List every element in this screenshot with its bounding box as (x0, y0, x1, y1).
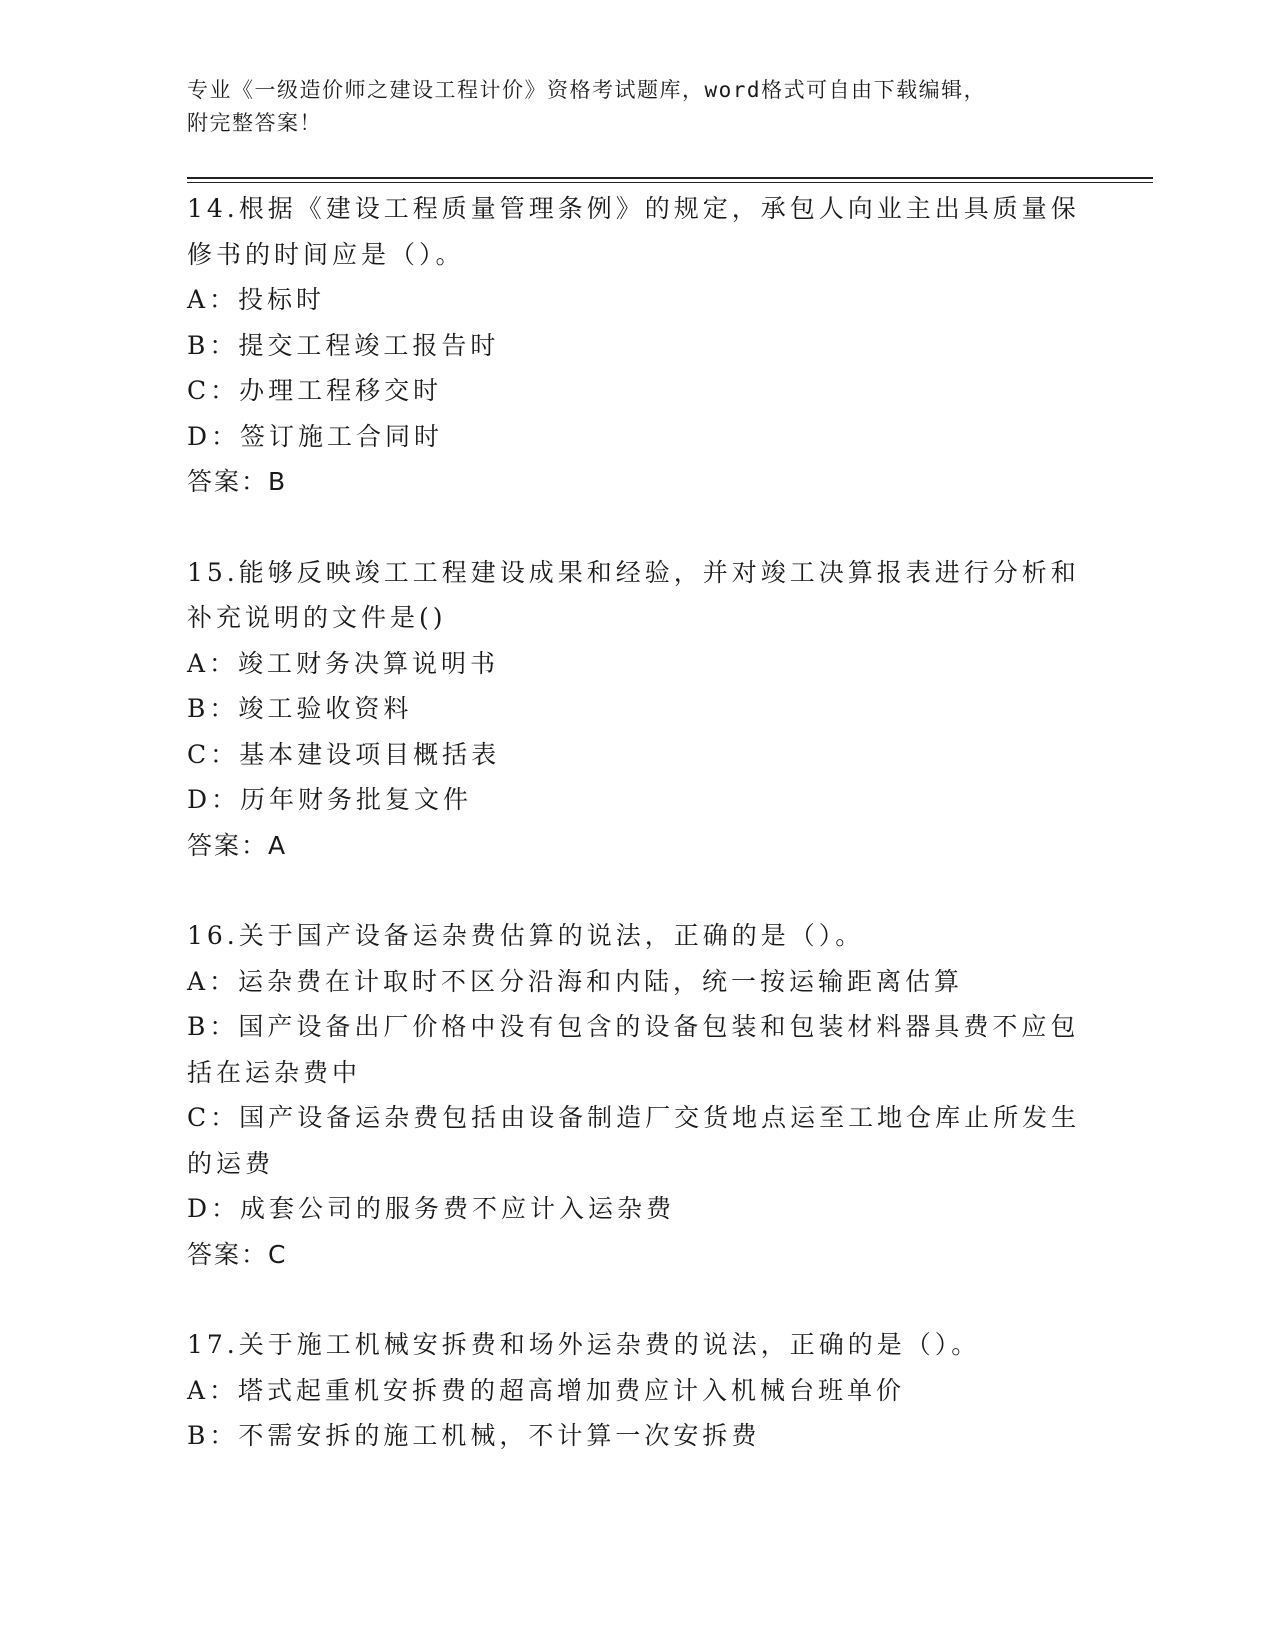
question-list (187, 186, 1087, 1504)
option-d: D：签订施工合同时 (187, 421, 444, 451)
option-a: A：塔式起重机安拆费的超高增加费应计入机械台班单价 (187, 1375, 906, 1405)
question-16 (187, 913, 1087, 1277)
option-b: B：竣工验收资料 (187, 694, 413, 723)
header-divider-top (187, 177, 1153, 179)
question-14 (187, 186, 1087, 505)
option-c: C：办理工程移交时 (187, 376, 443, 405)
header-divider-bottom (187, 182, 1153, 183)
header-line-1: 专业《一级造价师之建设工程计价》资格考试题库，word格式可自由下载编辑， (187, 78, 987, 102)
question-stem-line: 补充说明的文件是() (187, 603, 447, 632)
option-d: D：历年财务批复文件 (187, 785, 473, 814)
question-stem-line: 17.关于施工机械安拆费和场外运杂费的说法，正确的是（）。 (187, 1330, 981, 1359)
option-c-continued: 的运费 (187, 1148, 275, 1178)
question-15 (187, 550, 1087, 869)
option-b: B：国产设备出厂价格中没有包含的设备包装和包装材料器具费不应包 (187, 1012, 1080, 1041)
option-c: C：国产设备运杂费包括由设备制造厂交货地点运至工地仓库止所发生 (187, 1103, 1081, 1132)
question-17 (187, 1322, 1087, 1459)
option-b: B：提交工程竣工报告时 (187, 330, 500, 360)
option-a: A：竣工财务决算说明书 (187, 648, 500, 678)
question-stem-line: 修书的时间应是（）。 (187, 239, 465, 269)
option-a: A：运杂费在计取时不区分沿海和内陆，统一按运输距离估算 (187, 966, 964, 996)
document-header (187, 74, 1087, 140)
option-b: B：不需安拆的施工机械，不计算一次安拆费 (187, 1421, 761, 1450)
question-stem-line: 16.关于国产设备运杂费估算的说法，正确的是（）。 (187, 921, 865, 950)
header-line-2: 附完整答案！ (187, 111, 322, 135)
answer-line: 答案：A (187, 830, 288, 860)
answer-line: 答案：C (187, 1239, 288, 1269)
option-c: C：基本建设项目概括表 (187, 739, 501, 769)
option-d: D：成套公司的服务费不应计入运杂费 (187, 1194, 676, 1223)
answer-line: 答案：B (187, 467, 288, 496)
option-b-continued: 括在运杂费中 (187, 1057, 362, 1087)
question-stem-line: 15.能够反映竣工工程建设成果和经验，并对竣工决算报表进行分析和 (187, 557, 1080, 587)
option-a: A：投标时 (187, 285, 326, 314)
question-stem-line: 14.根据《建设工程质量管理条例》的规定，承包人向业主出具质量保 (187, 194, 1080, 223)
